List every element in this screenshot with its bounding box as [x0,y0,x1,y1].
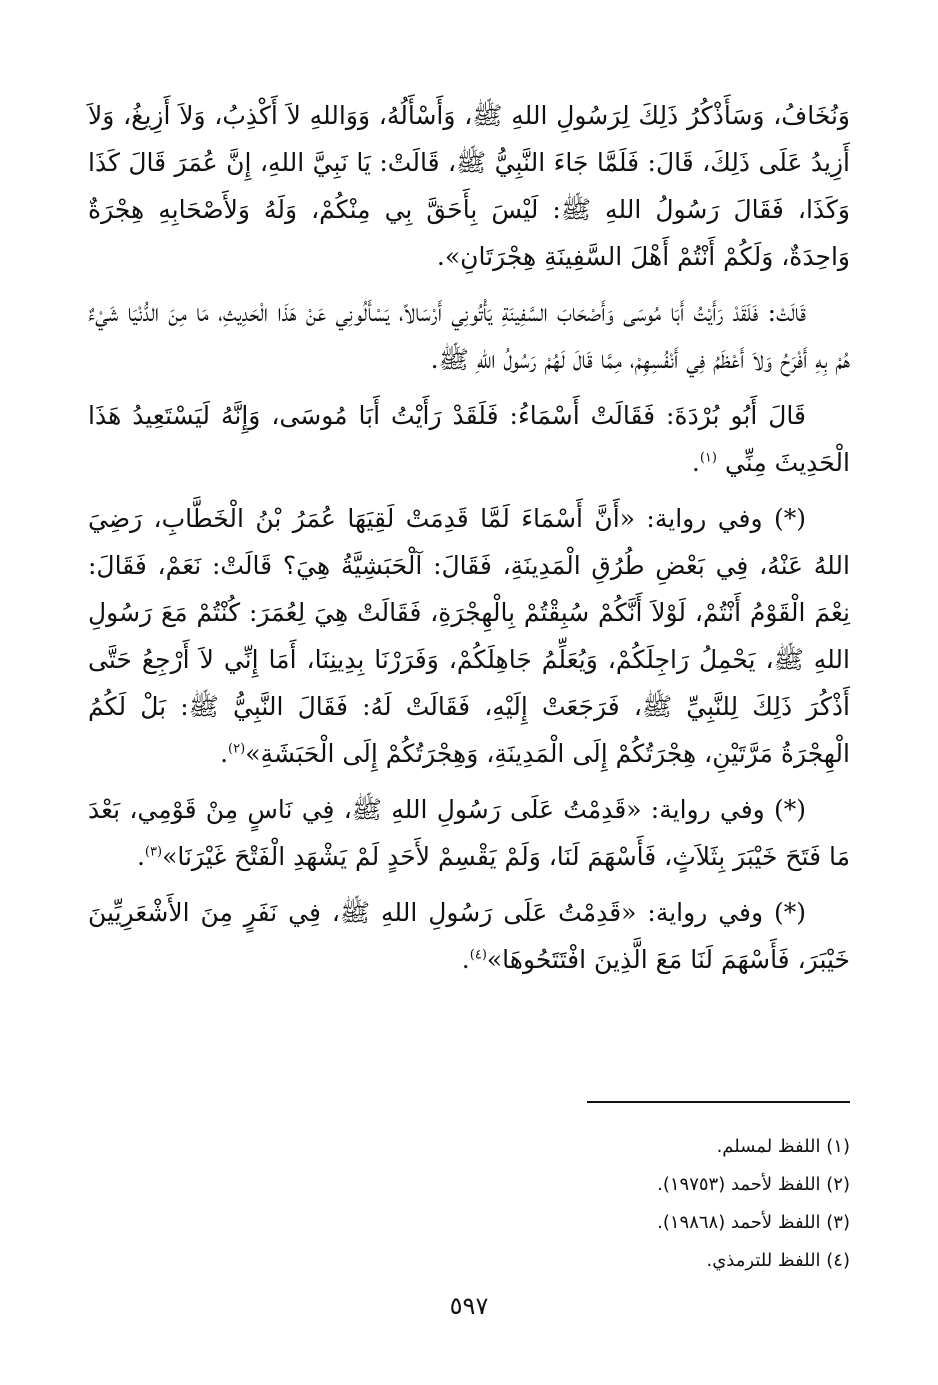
main-text-body [88,92,850,992]
footnote-2: (٢) اللفظ لأحمد (١٩٧٥٣). [657,1174,850,1195]
paragraph-4 [88,495,850,777]
paragraph-3-end: . [691,448,700,477]
footnotes [88,1128,850,1280]
paragraph-5-text: (*) وفي رواية: «قَدِمْتُ عَلَى رَسُولِ اللهِ ﷺ، فِي نَاسٍ مِنْ قَوْمِي، بَعْدَ مَا فَتَحَ خَيْبَرَ بِثَلاَثٍ، فَأَسْهَمَ لَنَا، وَلَمْ يَقْسِمْ لأَحَدٍ لَمْ يَشْهَدِ الْفَتْحَ غَيْرَنَا» [88,795,850,871]
paragraph-4-end: . [220,739,229,768]
footnote-ref-2: (٢) [228,741,246,757]
paragraph-3 [88,392,850,486]
page-number: ٥٩٧ [449,1292,489,1320]
paragraph-4-text: (*) وفي رواية: «أَنَّ أَسْمَاءَ لَمَّا قَدِمَتْ لَقِيَهَا عُمَرُ بْنُ الْخَطَّابِ، رَضِيَ اللهُ عَنْهُ، فِي بَعْضِ طُرُقِ الْمَدِينَةِ، فَقَالَ: آلْحَبَشِيَّةُ هِيَ؟ قَالَتْ: نَعَمْ، فَقَالَ: نِعْمَ الْقَوْمُ أَنْتُمْ، لَوْلاَ أَنَّكُمْ سُبِقْتُمْ بِالْهِجْرَةِ، فَقَالَتْ هِيَ لِعُمَرَ: كُنْتُمْ مَعَ رَسُولِ اللهِ ﷺ، يَحْمِلُ رَاجِلَكُمْ، وَيُعَلِّمُ جَاهِلَكُمْ، وَفَرَرْنَا بِدِينِنَا، أَمَا إِنِّي لاَ أَرْجِعُ حَتَّى أَذْكُرَ ذَلِكَ لِلنَّبِيِّ ﷺ، فَرَجَعَتْ إِلَيْهِ، فَقَالَتْ لَهُ: فَقَالَ النَّبِيُّ ﷺ: بَلْ لَكُمُ الْهِجْرَةُ مَرَّتَيْنِ، هِجْرَتُكُمْ إِلَى الْمَدِينَةِ، وَهِجْرَتُكُمْ إِلَى الْحَبَشَةِ» [88,504,850,768]
paragraph-1 [88,92,850,280]
footnote-1: (١) اللفظ لمسلم. [716,1136,850,1157]
paragraph-1-text: وَنُخَافُ، وَسَأَذْكُرُ ذَلِكَ لِرَسُولِ اللهِ ﷺ، وَأَسْأَلُهُ، وَوَاللهِ لاَ أَكْذِبُ، وَلاَ أَزِيغُ، وَلاَ أَزِيدُ عَلَى ذَلِكَ، قَالَ: فَلَمَّا جَاءَ النَّبِيُّ ﷺ، قَالَتْ: يَا نَبِيَّ اللهِ، إِنَّ عُمَرَ قَالَ كَذَا وَكَذَا، فَقَالَ رَسُولُ اللهِ ﷺ: لَيْسَ بِأَحَقَّ بِي مِنْكُمْ، وَلَهُ وَلأَصْحَابِهِ هِجْرَةٌ وَاحِدَةٌ، وَلَكُمْ أَنْتُمْ أَهْلَ السَّفِينَةِ هِجْرَتَانِ». [88,101,850,271]
paragraph-3-text: قَالَ أَبُو بُرْدَةَ: فَقَالَتْ أَسْمَاءُ: فَلَقَدْ رَأَيْتُ أَبَا مُوسَى، وَإِنَّهُ لَيَسْتَعِيدُ هَذَا الْحَدِيثَ مِنِّي [88,401,850,477]
paragraph-5-end: . [136,842,145,871]
footnote-ref-1: (١) [699,450,717,466]
footnote-ref-4: (٤) [469,947,487,963]
footnote-ref-3: (٣) [144,844,163,860]
paragraph-5 [88,786,850,880]
footnote-divider [587,1101,850,1103]
footnote-4: (٤) اللفظ للترمذي. [706,1250,850,1271]
paragraph-6-end: . [461,945,470,974]
paragraph-2 [88,289,850,383]
paragraph-6-text: (*) وفي رواية: «قَدِمْتُ عَلَى رَسُولِ اللهِ ﷺ، فِي نَفَرٍ مِنَ الأَشْعَرِيِّينَ خَيْبَرَ، فَأَسْهَمَ لَنَا مَعَ الَّذِينَ افْتَتَحُوهَا» [88,898,850,974]
paragraph-6 [88,889,850,983]
paragraph-2-text: قَالَتْ: فَلَقَدْ رَأَيْتُ أَبَا مُوسَى وَأَصْحَابَ السَّفِينَةِ يَأْتُونِي أَرْسَالاً، يَسْأَلُونِي عَنْ هَذَا الْحَدِيثِ، مَا مِنَ الدُّنْيَا شَيْءٌ هُمْ بِهِ أَفْرَحُ وَلاَ أَعْظَمُ فِي أَنْفُسِهِمْ، مِمَّا قَالَ لَهُمْ رَسُولُ اللهِ ﷺ. [88,298,850,374]
footnote-3: (٣) اللفظ لأحمد (١٩٨٦٨). [657,1212,850,1233]
